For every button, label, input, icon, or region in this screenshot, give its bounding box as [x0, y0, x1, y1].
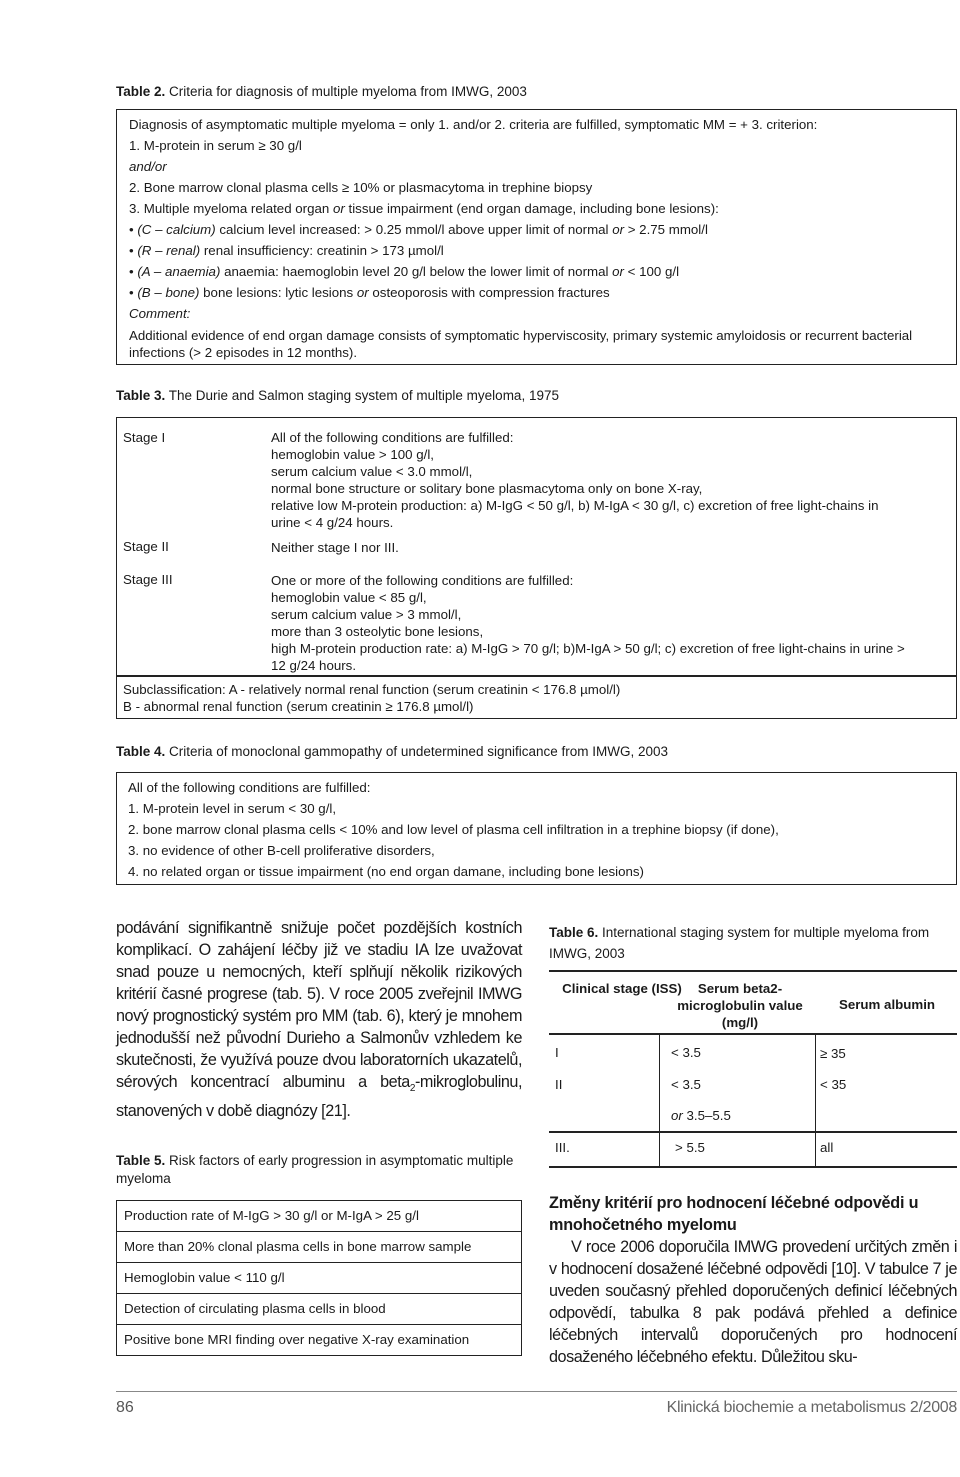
stage-3-name: Stage III — [123, 572, 173, 587]
table2-bullet-bone: • (B – bone) bone lesions: lytic lesions or osteoporosis with compression fractures — [129, 282, 817, 303]
table2-line-2: 1. M-protein in serum ≥ 30 g/l — [129, 138, 302, 153]
table2-bullet-anaemia: • (A – anaemia) anaemia: haemoglobin level 20 g/l below the lower limit of normal or < 100 g/l — [129, 261, 817, 282]
footer-rule — [116, 1391, 957, 1392]
page-number: 86 — [116, 1399, 134, 1416]
risk-factor-row: Positive bone MRI finding over negative X-ray examination — [124, 1332, 470, 1347]
risk-factor-row: More than 20% clonal plasma cells in bone marrow sample — [117, 1232, 521, 1263]
czech-paragraph-2: V roce 2006 doporučila IMWG provedení určitých změn i v hodnocení dosažené léčebné odpovědi [10]. V tabulce 7 je uveden současný přehled doporučených definicí léčebných odpovědí, tabulka 8 pak podává přehled a definice léčebných intervalů doporučených pro hodnocení dosaženého léčebného efektu. Důležitou sku- — [549, 1238, 957, 1366]
table5-caption: Table 5. Risk factors of early progression in asymptomatic multiple myeloma — [116, 1153, 514, 1186]
table6-stage: II — [555, 1077, 563, 1092]
table6-stage: III. — [555, 1140, 570, 1155]
table6 — [549, 970, 957, 1170]
table4-label: Table 4. — [116, 744, 166, 759]
table6-header-stage: Clinical stage (ISS) — [562, 981, 682, 996]
stage-1-conditions: All of the following conditions are fulfilled: hemoglobin value > 100 g/l, serum calcium value < 3.0 mmol/l, normal bone structure or solitary bone plasmacytoma only on bone X-ray, relative low M-protein production: a) M-IgG < 50 g/l, b) M-IgA < 30 g/l, c) excretion of free light-chains in urine < 4 g/24 hours. — [271, 430, 879, 530]
table2-line-4: 3. Multiple myeloma related organ or tissue impairment (end organ damage, including bone lesions): — [129, 201, 719, 216]
czech-paragraph-1: podávání signifikantně snižuje počet pozdějších kostních komplikací. O zahájení léčby již ve stadiu IA lze uvažovat snad pouze u nemocných, kteří splňují několik rizikových kritérií časné progrese (tab. 5). V roce 2005 zveřejnil IMWG nový prognostický systém pro MM (tab. 6), který je mnohem jednodušší než původní Durieho a Salmonův vzhledem ke skutečnosti, že využívá pouze dvou laboratorních ukazatelů, sérových koncentrací albuminu a beta$_2$-mikroglobulinu, stanovených v době diagnózy [21]. — [116, 919, 522, 1121]
stage-1-name: Stage I — [123, 430, 166, 445]
table2-line-3: 2. Bone marrow clonal plasma cells ≥ 10% or plasmacytoma in trephine biopsy — [129, 180, 593, 195]
table2-comment-text: Additional evidence of end organ damage consists of symptomatic hyperviscosity, primary systemic amyloidosis or recurrent bacterial infections (> 2 episodes in 12 months). — [129, 328, 913, 360]
table2-caption: Table 2. Criteria for diagnosis of multiple myeloma from IMWG, 2003 — [116, 84, 527, 99]
table5-label: Table 5. — [116, 1153, 166, 1168]
risk-factor-row: Production rate of M-IgG > 30 g/l or M-IgA > 25 g/l — [117, 1201, 521, 1232]
table6-header-b2m: Serum beta2-microglobulin value (mg/l) — [677, 981, 803, 1030]
table6-b2m: < 3.5 — [671, 1077, 701, 1092]
table4-line-2: 2. bone marrow clonal plasma cells < 10% and low level of plasma cell infiltration in a trephine biopsy (if done), — [128, 822, 779, 837]
section-heading: Změny kritérií pro hodnocení léčebné odpovědi u mnohočetného myelomu — [549, 1194, 919, 1234]
table6-b2m-range: or 3.5–5.5 — [671, 1108, 731, 1123]
table2-label: Table 2. — [116, 84, 166, 99]
table6-b2m: > 5.5 — [675, 1140, 705, 1155]
table6-caption: Table 6. International staging system for multiple myeloma from IMWG, 2003 — [549, 925, 930, 961]
table2-bullet-calcium: • (C – calcium) calcium level increased: > 0.25 mmol/l above upper limit of normal or > 2.75 mmol/l — [129, 219, 817, 240]
table6-albumin: < 35 — [820, 1077, 847, 1092]
table6-label: Table 6. — [549, 925, 599, 940]
stage-3-conditions: One or more of the following conditions are fulfilled: hemoglobin value < 85 g/l, serum calcium value > 3 mmol/l, more than 3 osteolytic bone lesions, high M-protein production rate: a) M-IgG > 70 g/l; b)M-IgA > 50 g/l; c) excretion of free light-chains in urine > 12 g/24 hours. — [271, 573, 905, 673]
table6-albumin: ≥ 35 — [820, 1046, 846, 1061]
table4-caption: Table 4. Criteria of monoclonal gammopathy of undetermined significance from IMWG, 2003 — [116, 744, 669, 759]
table4-line-0: All of the following conditions are fulfilled: — [128, 780, 371, 795]
table4-line-4: 4. no related organ or tissue impairment (no end organ damane, including bone lesions) — [128, 864, 644, 879]
table6-b2m: < 3.5 — [671, 1045, 701, 1060]
table3-box — [116, 417, 957, 719]
table4-box — [116, 772, 957, 885]
table4-line-3: 3. no evidence of other B-cell proliferative disorders, — [128, 843, 435, 858]
journal-name: Klinická biochemie a metabolismus 2/2008 — [666, 1399, 957, 1416]
table3-divider — [117, 675, 956, 677]
table3-caption: Table 3. The Durie and Salmon staging system of multiple myeloma, 1975 — [116, 388, 559, 403]
table2-line-1: Diagnosis of asymptomatic multiple myeloma = only 1. and/or 2. criteria are fulfilled, symptomatic MM = + 3. criterion: — [129, 117, 818, 132]
stage-2-conditions: Neither stage I nor III. — [271, 540, 399, 555]
risk-factor-row: Hemoglobin value < 110 g/l — [117, 1263, 521, 1294]
table2-comment-label: Comment: — [129, 306, 191, 321]
table2-box — [116, 109, 957, 365]
table2-line-and-or: and/or — [129, 159, 167, 174]
table4-line-1: 1. M-protein level in serum < 30 g/l, — [128, 801, 337, 816]
table3-label: Table 3. — [116, 388, 166, 403]
table2-bullet-renal: • (R – renal) renal insufficiency: creatinin > 173 µmol/l — [129, 240, 817, 261]
table6-albumin: all — [820, 1140, 834, 1155]
table5-box — [116, 1200, 522, 1356]
risk-factor-row: Detection of circulating plasma cells in blood — [117, 1294, 521, 1325]
table6-stage: I — [555, 1045, 559, 1060]
table6-header-albumin: Serum albumin — [838, 997, 936, 1012]
stage-2-name: Stage II — [123, 539, 169, 554]
table3-subclassification: Subclassification: A - relatively normal renal function (serum creatinin < 176.8 µmol/l) B - abnormal renal function (serum creatinin ≥ 176.8 µmol/l) — [123, 682, 621, 714]
